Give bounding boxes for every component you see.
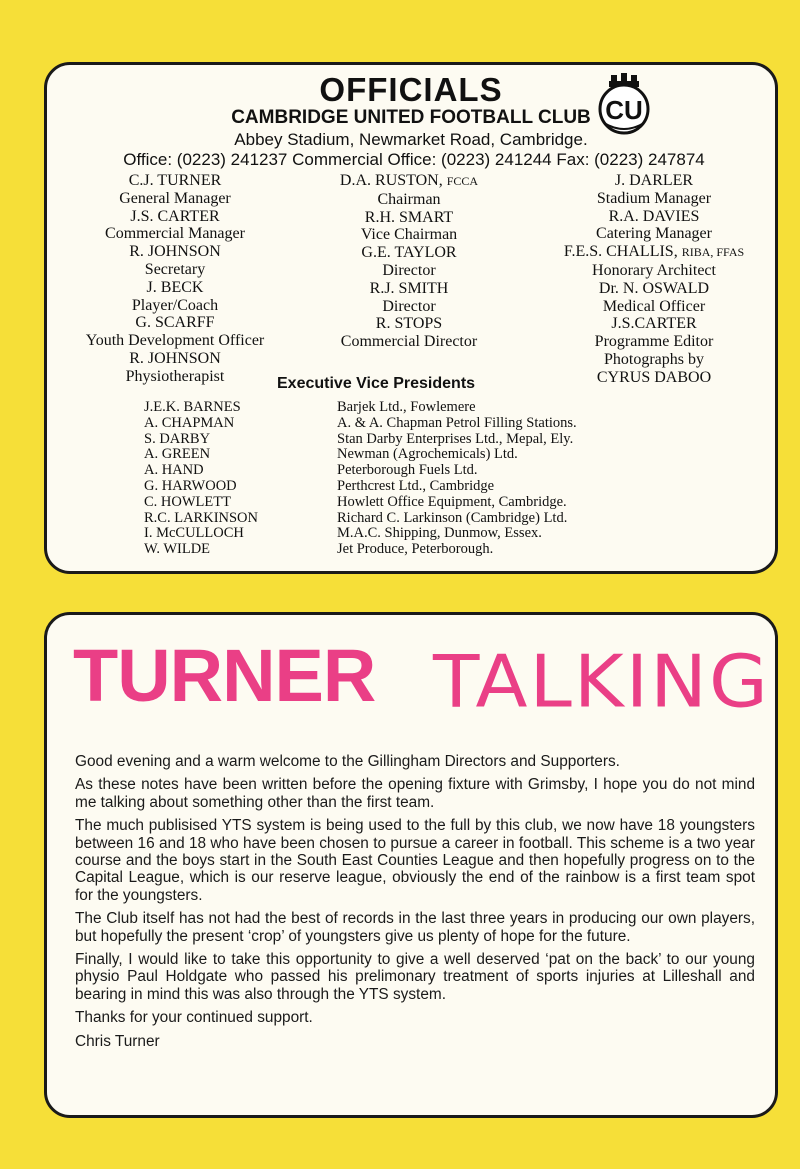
official-name-text: F.E.S. CHALLIS, xyxy=(563,243,678,261)
official-name-text: D.A. RUSTON, xyxy=(339,172,443,189)
turner-title-light: TALKING xyxy=(433,639,770,724)
evp-name: I. McCULLOCH xyxy=(144,525,244,542)
official-name xyxy=(59,350,291,368)
official-role: Stadium Manager xyxy=(596,189,712,207)
evp-company: Barjek Ltd., Fowlemere xyxy=(337,399,476,415)
official-name-text: R. JOHNSON xyxy=(129,349,221,367)
officials-column-left xyxy=(59,172,291,386)
evp-name: A. HAND xyxy=(144,462,204,479)
article-paragraph: The Club itself has not had the best of records in the last three years in producing our own players, but hopefully the present ‘crop’ of youngsters give us plenty of hope for the future. xyxy=(75,910,755,945)
official-name-text: R.H. SMART xyxy=(364,208,454,226)
official-name xyxy=(289,315,529,333)
official-name-text: G.E. TAYLOR xyxy=(361,244,457,262)
official-name xyxy=(59,172,291,190)
evp-company: Peterborough Fuels Ltd. xyxy=(337,462,478,479)
evp-names-list xyxy=(144,400,258,558)
official-name-text: R.J. SMITH xyxy=(369,279,449,297)
official-name xyxy=(59,314,291,332)
official-name-text: J.S.CARTER xyxy=(611,315,697,333)
evp-company: Jet Produce, Peterborough. xyxy=(337,541,494,558)
official-name-text: R.A. DAVIES xyxy=(608,207,700,225)
photo-credit: Photographs by xyxy=(604,350,704,368)
evp-company: Stan Darby Enterprises Ltd., Mepal, Ely. xyxy=(337,430,574,447)
evp-name: S. DARBY xyxy=(144,430,211,447)
club-name: CAMBRIDGE UNITED FOOTBALL CLUB xyxy=(231,107,591,128)
turner-title-bold: TURNER xyxy=(73,634,376,717)
official-name xyxy=(59,243,291,261)
svg-text:CU: CU xyxy=(605,95,643,125)
article-paragraph: Chris Turner xyxy=(75,1032,160,1050)
evp-name: J.E.K. BARNES xyxy=(144,399,241,415)
official-role: Vice Chairman xyxy=(360,226,458,244)
official-name xyxy=(289,172,529,191)
evp-name: W. WILDE xyxy=(144,541,211,558)
evp-name: C. HOWLETT xyxy=(144,493,231,510)
official-name xyxy=(527,208,781,226)
official-name-text: R. JOHNSON xyxy=(129,243,221,261)
official-role: Director xyxy=(382,297,436,315)
official-name-text: R. STOPS xyxy=(375,315,443,333)
article-paragraph: As these notes have been written before the opening fixture with Grimsby, I hope you do not mind me talking about something other than the first team. xyxy=(75,776,755,811)
article-paragraph: Finally, I would like to take this opportunity to give a well deserved ‘pat on the back’ to our young physio Paul Holdgate who passed his prelimonary treatment of sports injuries at Lilleshall and bearing in mind this was also through the YTS system. xyxy=(75,951,755,1003)
turner-talking-panel xyxy=(44,612,778,1118)
official-name-text: J. BECK xyxy=(146,278,204,296)
club-crest-logo xyxy=(595,73,653,135)
official-name xyxy=(289,244,529,262)
officials-title: OFFICIALS xyxy=(319,71,503,108)
article-paragraph: Thanks for your continued support. xyxy=(75,1009,313,1027)
evp-company: Newman (Agrochemicals) Ltd. xyxy=(337,446,518,463)
official-name xyxy=(527,243,781,262)
evp-companies-list xyxy=(337,400,577,558)
official-role: Commercial Director xyxy=(340,333,478,351)
article-paragraph: Good evening and a warm welcome to the Gillingham Directors and Supporters. xyxy=(75,753,620,770)
evp-company: Howlett Office Equipment, Cambridge. xyxy=(337,493,567,510)
evp-name: A. CHAPMAN xyxy=(144,414,235,431)
official-name xyxy=(289,280,529,298)
evp-company: M.A.C. Shipping, Dunmow, Essex. xyxy=(337,525,542,542)
official-role: Player/Coach xyxy=(131,296,219,314)
official-name-text: J.S. CARTER xyxy=(130,207,220,225)
official-qualifications: FCCA xyxy=(446,174,479,188)
article-body xyxy=(75,753,755,1056)
official-name xyxy=(59,279,291,297)
official-role: Youth Development Officer xyxy=(85,332,265,350)
official-role: Secretary xyxy=(144,260,206,278)
official-role: Director xyxy=(382,261,436,279)
photo-credit: CYRUS DABOO xyxy=(596,368,712,386)
evp-company: Richard C. Larkinson (Cambridge) Ltd. xyxy=(337,509,568,526)
official-name xyxy=(59,208,291,226)
evp-name: G. HARWOOD xyxy=(144,477,237,494)
official-role: Catering Manager xyxy=(596,225,712,243)
officials-column-right xyxy=(527,172,781,387)
article-paragraph: The much publisised YTS system is being used to the full by this club, we now have 18 youngsters between 16 and 18 who have been chosen to pursue a career in football. This scheme is a two year course and the boys start in the South East Counties League and then hopefully progress on to the Capital League, which is our reserve league, obviously the end of the rainbow is a first team spot for the youngsters. xyxy=(75,817,755,904)
official-name-text: J. DARLER xyxy=(614,172,694,189)
evp-name: R.C. LARKINSON xyxy=(144,509,258,526)
official-name-text: G. SCARFF xyxy=(135,314,215,332)
official-qualifications: RIBA, FFAS xyxy=(681,245,745,260)
official-name xyxy=(527,315,781,333)
official-role: General Manager xyxy=(119,189,231,207)
official-role: Medical Officer xyxy=(602,297,706,315)
officials-column-middle xyxy=(289,172,529,351)
club-address: Abbey Stadium, Newmarket Road, Cambridge. xyxy=(234,130,588,149)
evp-company: A. & A. Chapman Petrol Filling Stations. xyxy=(337,414,577,431)
evp-company: Perthcrest Ltd., Cambridge xyxy=(337,477,495,494)
official-role: Physiotherapist xyxy=(125,367,225,385)
club-phones: Office: (0223) 241237 Commercial Office: (0223) 241244 Fax: (0223) 247874 xyxy=(123,150,705,169)
official-name xyxy=(527,172,781,190)
evp-name: A. GREEN xyxy=(144,446,211,463)
official-name-text: C.J. TURNER xyxy=(128,172,222,189)
official-name-text: Dr. N. OSWALD xyxy=(598,279,710,297)
evp-heading: Executive Vice Presidents xyxy=(277,375,476,392)
official-role: Commercial Manager xyxy=(105,225,245,243)
official-role: Programme Editor xyxy=(594,333,714,351)
officials-panel xyxy=(44,62,778,574)
official-role: Chairman xyxy=(377,190,441,208)
official-name xyxy=(527,280,781,298)
official-name xyxy=(289,209,529,227)
official-role: Honorary Architect xyxy=(592,261,716,279)
